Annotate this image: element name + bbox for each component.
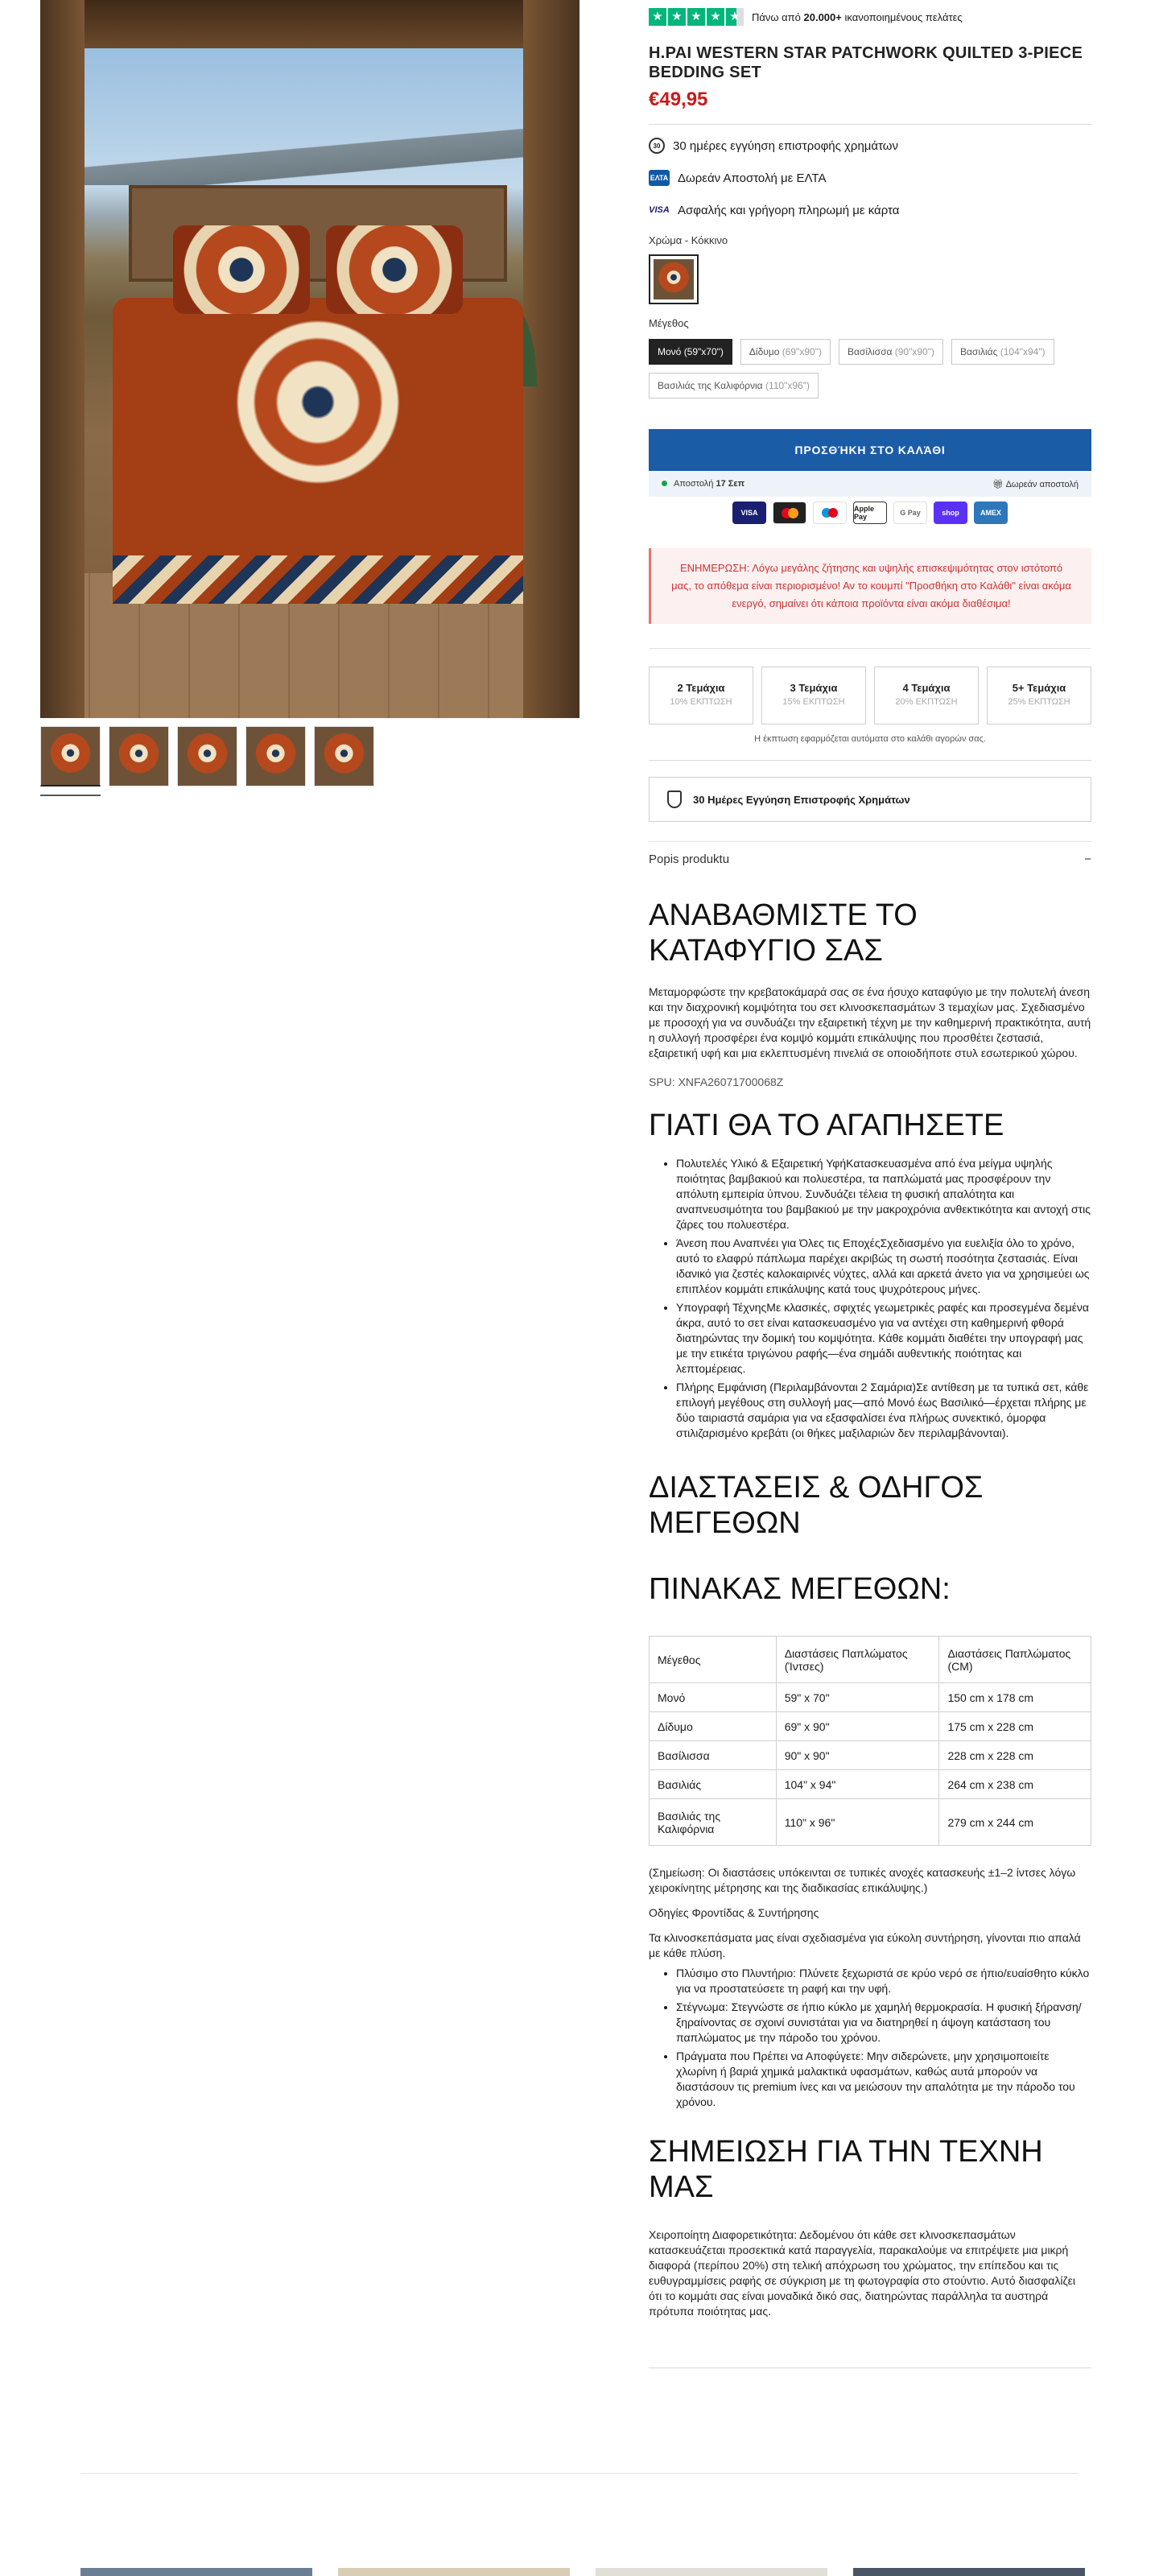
heading-why-love: ΓΙΑΤΙ ΘΑ ΤΟ ΑΓΑΠΗΣΕΤΕ	[649, 1108, 1004, 1142]
table-note: (Σημείωση: Οι διαστάσεις υπόκεινται σε τυπικές ανοχές κατασκευής ±1–2 ίντσες λόγω χειροκίνητης μέτρησης και της διαδικασίας επικάλυψης.)	[649, 1866, 1076, 1894]
photo-quilt-border	[113, 555, 523, 604]
benefit-return	[649, 138, 1091, 154]
product-description-accordion[interactable]	[649, 841, 1091, 877]
main-product-image[interactable]	[40, 0, 580, 718]
care-title: Οδηγίες Φροντίδας & Συντήρησης	[649, 1906, 819, 1919]
shield-icon	[667, 791, 682, 808]
visa-card-icon: VISA	[732, 502, 766, 524]
photo-mountains	[85, 129, 523, 185]
size-option-single[interactable]: Μονό (59"x70")	[649, 339, 732, 365]
list-item: • Στέγνωμα: Στεγνώστε σε ήπιο κύκλο με χαμηλή θερμοκρασία. Η φυσική ξήρανση/ξηραίνοντας σε σχοινί συνιστάται για να διατηρηθεί η άψογη κατάσταση του παπλώματος με την πάροδο του χρόνου.	[676, 2000, 1091, 2046]
heading-dimensions: ΔΙΑΣΤΑΣΕΙΣ & ΟΔΗΓΟΣ ΜΕΓΕΘΩΝ	[649, 1471, 984, 1540]
photo-post-left	[40, 0, 85, 718]
list-item: • Άνεση που Αναπνέει για Όλες τις ΕποχέςΣχεδιασμένο για ευελιξία όλο το χρόνο, αυτό το ελαφρύ πάπλωμα παρέχει ακριβώς τη σωστή ποσότητα ζεστασιάς. Είναι ιδανικό για ζεστές καλοκαιρινές νύχτες, αλλά και αρκετά άνετο για να χρησιμεύει ως επιπλέον κομμάτι επικάλυψης κατά τους ψυχρότερους μήνες.	[676, 1236, 1091, 1297]
size-options	[649, 339, 1091, 398]
payment-methods	[649, 502, 1091, 524]
status-dot-icon	[662, 481, 667, 486]
heading-upgrade: ΑΝΑΒΑΘΜΙΣΤΕ ΤΟ ΚΑΤΑΦΥΓΙΟ ΣΑΣ	[649, 898, 918, 968]
stock-notice: ΕΝΗΜΕΡΩΣΗ: Λόγω μεγάλης ζήτησης και υψηλής επισκεψιμότητας στον ιστότοπό μας, το απόθεμα είναι περιορισμένο! Αν το κουμπί "Προσθήκη στο Καλάθι" είναι ακόμα ενεργό, σημαίνει ότι κάποια προϊόντα είναι ακόμα διαθέσιμα!	[649, 548, 1091, 624]
table-row: Μονό 59" x 70" 150 cm x 178 cm	[650, 1683, 1091, 1712]
color-label: Χρώμα - Κόκκινο	[649, 234, 728, 246]
list-item: • Πράγματα που Πρέπει να Αποφύγετε: Μην σιδερώνετε, μην χρησιμοποιείτε χλωρίνη ή βαριά χημικά μαλακτικά υφασμάτων, καθώς αυτά μπορούν να διαστάσουν τις premium ίνες και να μειώσουν την απαλότητα με την πάροδο του χρόνου.	[676, 2049, 1091, 2110]
photo-beam	[40, 0, 580, 48]
section-divider	[80, 2473, 1079, 2474]
size-table	[649, 1636, 1091, 1846]
list-item: • Υπογραφή ΤέχνηςΜε κλασικές, σφιχτές γεωμετρικές ραφές και προσεγμένα δεμένα άκρα, αυτό το σετ είναι κατασκευασμένο για να αντέχει στη καθημερινή φθορά διατηρώντας την δομική του κομψότητα. Κάθε κομμάτι διαθέτει την υπογραφή μας με την ετικέτα τριγώνου ραφής—ένα σημάδι αυθεντικής ποιότητας και λεπτομέρειας.	[676, 1300, 1091, 1377]
size-option-king[interactable]: Βασιλιάς (104"x94")	[951, 339, 1054, 365]
table-row: Βασιλιάς της Καλιφόρνια 110" x 96" 279 cm x 244 cm	[650, 1799, 1091, 1846]
photo-pillow-right	[326, 225, 463, 314]
guarantee-box	[649, 777, 1091, 822]
intro-paragraph: Μεταμορφώστε την κρεβατοκάμαρά σας σε ένα ήσυχο καταφύγιο με την πολυτελή άνεση και την διαχρονική κομψότητα του σετ κλινοσκεπασμάτων 3 τεμαχίων μας. Σχεδιασμένο με προσοχή για να συνδυάζει την εξαιρετική τέχνη με την καθημερινή πρακτικότητα, αυτή η συλλογή προσφέρει ένα κομψό κομμάτι επικάλυψης που προσθέτει ζεστασιά, εξαιρετική υφή και μια εκλεπτυσμένη πινελιά σε οποιοδήποτε στυλ εσωτερικού χώρου.	[649, 985, 1091, 1059]
divider	[649, 760, 1091, 761]
bundle-option-5plus[interactable]: 5+ Τεμάχια 25% ΕΚΠΤΩΣΗ	[987, 667, 1091, 724]
related-product-image[interactable]	[853, 2568, 1085, 2576]
thumbnail-1[interactable]	[40, 726, 101, 796]
related-products-strip	[80, 2568, 1085, 2576]
star-icon: ★	[649, 8, 666, 26]
gift-icon: 🎁︎	[992, 479, 1006, 489]
photo-pillow-left	[173, 225, 310, 314]
table-header-row: Μέγεθος Διαστάσεις Παπλώματος (Ίντσες) Διαστάσεις Παπλώματος (CM)	[650, 1637, 1091, 1683]
size-option-california-king[interactable]: Βασιλιάς της Καλιφόρνια (110"x96")	[649, 373, 819, 398]
color-swatch-red[interactable]	[649, 254, 699, 304]
google-pay-icon: G Pay	[893, 502, 927, 524]
maestro-icon	[813, 502, 847, 524]
dispatch-info: Αποστολή 17 Σεπ	[662, 479, 744, 489]
bundle-note: Η έκπτωση εφαρμόζεται αυτόματα στο καλάθι αγορών σας.	[754, 734, 986, 744]
product-price: €49,95	[649, 89, 708, 110]
shipping-info-bar	[649, 471, 1091, 497]
care-list	[649, 1966, 1091, 2110]
size-label: Μέγεθος	[649, 317, 689, 329]
product-info	[649, 8, 1091, 2368]
size-option-twin[interactable]: Δίδυμο (69"x90")	[740, 339, 831, 365]
table-row: Βασίλισσα 90" x 90" 228 cm x 228 cm	[650, 1741, 1091, 1770]
heading-size-table: ΠΙΝΑΚΑΣ ΜΕΓΕΘΩΝ:	[649, 1572, 951, 1606]
bundle-discounts	[649, 648, 1091, 724]
star-icon: ★	[687, 8, 705, 26]
benefit-text: Ασφαλής και γρήγορη πληρωμή με κάρτα	[678, 203, 900, 217]
heading-art-note: ΣΗΜΕΙΩΣΗ ΓΙΑ ΤΗΝ ΤΕΧΝΗ ΜΑΣ	[649, 2135, 1043, 2204]
bundle-option-3[interactable]: 3 Τεμάχια 15% ΕΚΠΤΩΣΗ	[761, 667, 866, 724]
benefit-text: 30 ημέρες εγγύηση επιστροφής χρημάτων	[673, 138, 899, 153]
spu-code: SPU: XNFA26071700068Z	[649, 1075, 784, 1088]
mastercard-icon	[773, 502, 806, 524]
care-intro: Τα κλινοσκεπάσματα μας είναι σχεδιασμένα για εύκολη συντήρηση, γίνονται πιο απαλά με κάθε πλύση.	[649, 1931, 1081, 1959]
rating-text: Πάνω από 20.000+ ικανοποιημένους πελάτες	[752, 10, 963, 23]
thumbnail-strip	[40, 726, 580, 796]
list-item: • Πλύσιμο στο Πλυντήριο: Πλύνετε ξεχωριστά σε κρύο νερό σε ήπιο/ευαίσθητο κύκλο για να προστατεύσετε τη ραφή και την υφή.	[676, 1966, 1091, 1996]
star-icon: ★	[668, 8, 686, 26]
amex-icon: AMEX	[974, 502, 1008, 524]
related-product-image[interactable]	[80, 2568, 312, 2576]
guarantee-text: 30 Ημέρες Εγγύηση Επιστροφής Χρημάτων	[693, 793, 910, 806]
photo-quilt	[113, 298, 523, 596]
table-row: Δίδυμο 69" x 90" 175 cm x 228 cm	[650, 1712, 1091, 1741]
benefit-text: Δωρεάν Αποστολή με ΕΛΤΑ	[678, 171, 827, 185]
visa-icon: VISA	[649, 205, 670, 215]
rating-stars	[649, 8, 744, 26]
shop-pay-icon: shop	[934, 502, 967, 524]
accordion-label: Popis produktu	[649, 852, 730, 866]
list-item: • Πολυτελές Υλικό & Εξαιρετική ΥφήΚατασκευασμένα από ένα μείγμα υψηλής ποιότητας βαμβακιού και πολυεστέρα, τα παπλώματά μας προσφέρουν την απόλυτη εμπειρία ύπνου. Συνδυάζει τέλεια τη φυσική απαλότητα και αναπνευσιμότητα του βαμβακιού με την μακροχρόνια ανθεκτικότητα και αντοχή στις ζάρες του πολυεστέρα.	[676, 1156, 1091, 1232]
list-item: • Πλήρης Εμφάνιση (Περιλαμβάνονται 2 Σαμάρια)Σε αντίθεση με τα τυπικά σετ, κάθε επιλογή μεγέθους στη συλλογή μας—από Μονό έως Βασιλικό—έρχεται πλήρης με δύο ταιριαστά σαμάρια για να εξασφαλίσει ένα πλήρως συνεκτικό, όμορφα στιλιζαρισμένο κρεβάτι (οι θήκες μαξιλαριών δεν περιλαμβάνονται).	[676, 1380, 1091, 1441]
star-half-icon: ★	[726, 8, 744, 26]
product-description	[649, 898, 1091, 2319]
trustpilot-rating	[649, 8, 1091, 26]
product-title: H.PAI WESTERN STAR PATCHWORK QUILTED 3-PIECE BEDDING SET	[649, 44, 1083, 81]
add-to-cart-button[interactable]: ΠΡΟΣΘΉΚΗ ΣΤΟ ΚΑΛΆΘΙ	[649, 429, 1091, 471]
bundle-option-2[interactable]: 2 Τεμάχια 10% ΕΚΠΤΩΣΗ	[649, 667, 753, 724]
benefits-list	[649, 138, 1091, 218]
bundle-option-4[interactable]: 4 Τεμάχια 20% ΕΚΠΤΩΣΗ	[874, 667, 979, 724]
return-30-icon: 30	[649, 138, 665, 154]
thumbnail-5[interactable]	[314, 726, 374, 786]
product-gallery	[40, 0, 580, 796]
table-row: Βασιλιάς 104" x 94" 264 cm x 238 cm	[650, 1770, 1091, 1799]
thumbnail-4[interactable]	[245, 726, 306, 786]
benefit-payment	[649, 202, 1091, 218]
free-shipping-info: 🎁︎ Δωρεάν αποστολή	[992, 479, 1079, 489]
thumbnail-2[interactable]	[109, 726, 169, 786]
apple-pay-icon: Apple Pay	[853, 502, 887, 524]
elta-icon: ΕΛΤΑ	[649, 170, 670, 186]
features-list	[649, 1156, 1091, 1441]
related-product-image[interactable]	[596, 2568, 827, 2576]
related-product-image[interactable]	[338, 2568, 570, 2576]
collapse-icon[interactable]: −	[1084, 852, 1091, 866]
thumbnail-3[interactable]	[177, 726, 237, 786]
star-icon: ★	[707, 8, 724, 26]
art-paragraph: Χειροποίητη Διαφορετικότητα: Δεδομένου ότι κάθε σετ κλινοσκεπασμάτων κατασκευάζεται προσεκτικά κατά παραγγελία, παρακαλούμε να επιτρέψετε μια μικρή διαφορά (περίπου 20%) στη τελική απόχρωση του χρώματος, την επίπεδου και τις ευθυγραμμίσεις ραφής σε σύγκριση με τη φωτογραφία στο στούντιο. Αυτό διασφαλίζει ότι το κομμάτι σας είναι μοναδικά δικό σας, διατηρώντας παράλληλα τα αυστηρά πρότυπα ποιότητας μας.	[649, 2228, 1075, 2318]
size-option-queen[interactable]: Βασίλισσα (90"x90")	[839, 339, 943, 365]
benefit-shipping	[649, 170, 1091, 186]
divider	[649, 124, 1091, 125]
